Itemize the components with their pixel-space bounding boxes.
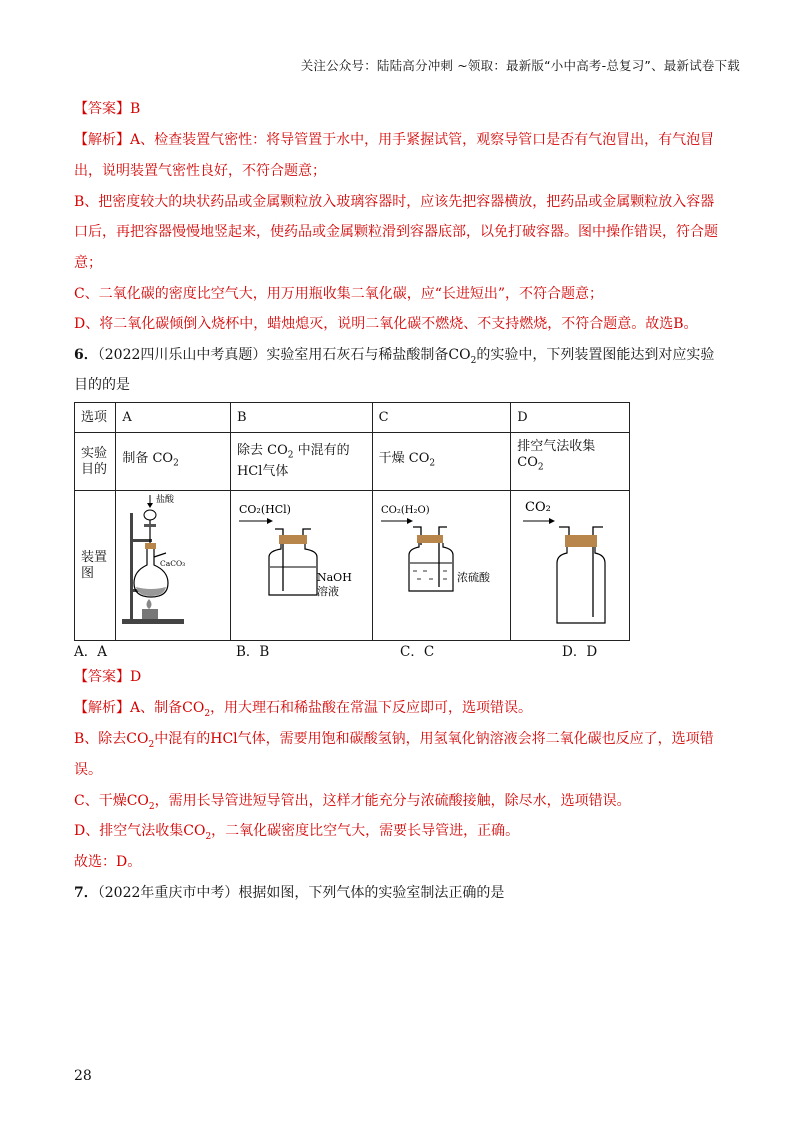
choice-b[interactable]: B．B (236, 644, 270, 660)
q5-analysis-line: 口后，再把容器慢慢地竖起来，使药品或金属颗粒滑到容器底部，以免打破容器。图中操作错误，符合题 (74, 224, 718, 240)
apparatus-d-drawing (511, 491, 619, 635)
q7-stem-text: （2022年重庆市中考）根据如图，下列气体的实验室制法正确的是 (97, 885, 505, 901)
q6-stem-line2: 目的的是 (74, 377, 130, 393)
burner (142, 609, 158, 619)
choice-d[interactable]: D．D (562, 644, 598, 660)
stopper (565, 535, 597, 547)
apparatus-b (230, 491, 372, 641)
co2-formula: $CO_2$ (448, 347, 477, 366)
q6-stem-line1 (74, 346, 734, 370)
arrow-right-icon (407, 518, 413, 524)
q7-stem (74, 884, 734, 902)
bottle (269, 544, 317, 595)
table-header-option: 选项 (75, 403, 116, 433)
row-label-apparatus: 装置图 (75, 491, 116, 641)
purpose-c: 干燥 $CO_2$ (372, 433, 511, 491)
q5-answer: 【答案】B (74, 101, 141, 117)
q6-analysis-line: 误。 (74, 762, 102, 778)
choice-c[interactable]: C．C (400, 644, 435, 660)
table-header-b: B (230, 403, 372, 433)
label-caco3: CaCO₃ (160, 559, 186, 568)
purpose-d: 排空气法收集 $CO_2$ (511, 433, 630, 491)
q7-number: 7． (74, 885, 98, 901)
row-label-purpose: 实验目的 (75, 433, 116, 491)
stopper (417, 535, 443, 543)
flame (147, 599, 152, 609)
apparatus-a-drawing (116, 491, 220, 635)
q5-analysis-line: C、二氧化碳的密度比空气大，用万用瓶收集二氧化碳，应“长进短出”，不符合题意； (74, 286, 604, 302)
apparatus-c (372, 491, 511, 641)
apparatus-b-drawing (231, 491, 362, 635)
q6-answer: 【答案】D (74, 669, 142, 685)
funnel (144, 510, 156, 520)
q5-analysis-line: 意； (74, 255, 102, 271)
q6-analysis-line: 故选：D。 (74, 854, 142, 870)
label-gas-b: CO₂(HCl) (238, 503, 291, 516)
stopper (279, 535, 307, 544)
q6-number: 6． (74, 347, 98, 363)
label-liquid-b2: 溶液 (316, 585, 339, 598)
label-acid: 盐酸 (156, 495, 175, 505)
bottle (409, 543, 453, 591)
table-header-d: D (511, 403, 630, 433)
q5-analysis-line: 出，说明装置气密性良好，不符合题意； (74, 163, 326, 179)
apparatus-c-drawing (373, 491, 501, 635)
choice-a[interactable]: A．A (74, 644, 107, 660)
q5-analysis-line: B、把密度较大的块状药品或金属颗粒放入玻璃容器时，应该先把容器横放，把药品或金属颗粒放入容器 (74, 194, 715, 210)
apparatus-a (116, 491, 231, 641)
page-number: 28 (74, 1068, 92, 1084)
q6-stem-text: 的实验中，下列装置图能达到对应实验 (476, 347, 715, 363)
q6-analysis-line: B、除去$CO_2$中混有的HCl气体，需要用饱和碳酸氢钠，用氢氧化钠溶液会将二氧化碳也反应了，选项错 (74, 731, 714, 750)
q5-analysis-line: D、将二氧化碳倾倒入烧杯中，蜡烛熄灭，说明二氧化碳不燃烧、不支持燃烧，不符合题意。故选B。 (74, 316, 698, 332)
stand-clamp (132, 539, 152, 542)
q6-analysis-line: 【解析】A、制备$CO_2$，用大理石和稀盐酸在常温下反应即可，选项错误。 (74, 700, 533, 719)
label-gas-d: CO₂ (525, 500, 552, 515)
q5-analysis-line: 【解析】A、检查装置气密性：将导管置于水中，用手紧握试管，观察导管口是否有气泡冒出，有气泡冒 (74, 132, 715, 148)
purpose-a: 制备 $CO_2$ (116, 433, 231, 491)
q6-options-table (74, 402, 630, 641)
label-gas-c: CO₂(H₂O) (380, 505, 430, 516)
page-header: 关注公众号：陆陆高分冲刺 ~领取：最新版“小中高考-总复习”、最新试卷下载 (300, 58, 740, 73)
arrow-right-icon (267, 518, 273, 524)
label-liquid-b: NaOH (316, 571, 352, 584)
purpose-b: 除去 $CO_2$ 中混有的HCl气体 (230, 433, 372, 491)
apparatus-d (511, 491, 630, 641)
acid-arrow-icon (147, 503, 153, 508)
table-header-c: C (372, 403, 511, 433)
q6-analysis-line: D、排空气法收集$CO_2$，二氧化碳密度比空气大，需要长导管进，正确。 (74, 823, 520, 842)
q6-stem-text: （2022四川乐山中考真题）实验室用石灰石与稀盐酸制备 (97, 347, 449, 363)
arrow-right-icon (549, 518, 555, 524)
stand-rod (130, 513, 133, 620)
label-liquid-c: 浓硫酸 (456, 571, 490, 584)
q6-analysis-line: C、干燥$CO_2$，需用长导管进短导管出，这样才能充分与浓硫酸接触，除尽水，选项错误。 (74, 793, 631, 812)
bottle (557, 547, 605, 623)
table-header-a: A (116, 403, 231, 433)
stopper (145, 543, 156, 549)
